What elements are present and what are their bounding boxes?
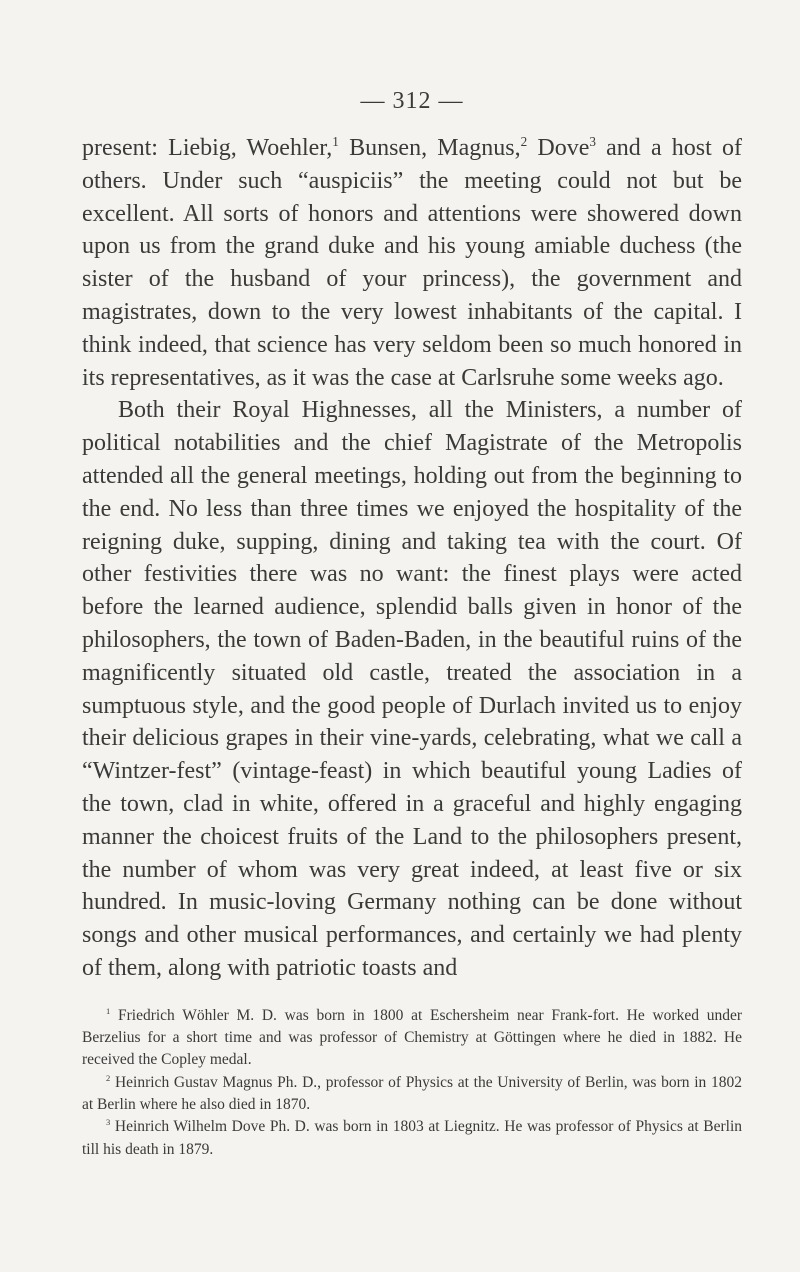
paragraph-1-intro: present: Liebig, Woehler, [82, 135, 333, 161]
page-number: — 312 — [360, 88, 464, 114]
footnote-1-text: Friedrich Wöhler M. D. was born in 1800 at Eschersheim near Frank-fort. He worked under Berzelius for a short time and was professor of Chemistry at Göttingen where he died in 1882. He received the Copley medal. [82, 1006, 742, 1069]
document-page [82, 88, 742, 1161]
footnote-marker-3: 3 [106, 1117, 111, 1128]
footnote-ref-1: 1 [332, 134, 339, 149]
footnote-2-text: Heinrich Gustav Magnus Ph. D., professor of Physics at the University of Berlin, was born in 1802 at Berlin where he also died in 1870. [82, 1073, 742, 1113]
footnotes [82, 1005, 742, 1161]
footnote-ref-2: 2 [520, 134, 528, 149]
footnote-marker-1: 1 [106, 1005, 111, 1016]
footnote-3-text: Heinrich Wilhelm Dove Ph. D. was born in 1803 at Liegnitz. He was professor of Physics at Berlin till his death in 1879. [82, 1118, 742, 1158]
paragraph-1-bunsen: Bunsen, Magnus, [338, 135, 521, 161]
paragraph-1-rest: and a host of others. Under such “auspiciis” the meeting could not but be excellent. All sorts of honors and attentions were showered down upon us from the grand duke and his young amiable duchess (the sister of the husband of your princess), the government and magistrates, down to the very lowest inhabitants of the capital. I think indeed, that science has very seldom been so much honored in its representatives, as it was the case at Carlsruhe some weeks ago. [82, 135, 742, 391]
footnote-3 [82, 1116, 742, 1161]
paragraph-1-dove: Dove [527, 135, 590, 161]
footnote-2 [82, 1072, 742, 1117]
footnote-ref-3: 3 [589, 134, 596, 149]
footnote-1 [82, 1005, 742, 1072]
paragraph-1 [82, 132, 742, 394]
paragraph-2: Both their Royal Highnesses, all the Ministers, a number of political notabilities and the chief Magistrate of the Metropolis attended all the general meetings, holding out from the beginning to the end. No less than three times we enjoyed the hospitality of the reigning duke, supping, dining and taking tea with the court. Of other festivities there was no want: the finest plays were acted before the learned audience, splendid balls given in honor of the philosophers, the town of Baden-Baden, in the beautiful ruins of the magnificently situated old castle, treated the association in a sumptuous style, and the good people of Durlach invited us to enjoy their delicious grapes in their vine-yards, celebrating, what we call a “Wintzer-fest” (vintage-feast) in which beautiful young Ladies of the town, clad in white, offered in a graceful and highly engaging manner the choicest fruits of the Land to the philosophers present, the number of whom was very great indeed, at least five or six hundred. In music-loving Germany nothing can be done without songs and other musical performances, and certainly we had plenty of them, along with patriotic toasts and [82, 397, 742, 981]
footnote-marker-2: 2 [106, 1072, 111, 1083]
body-text [82, 132, 742, 985]
